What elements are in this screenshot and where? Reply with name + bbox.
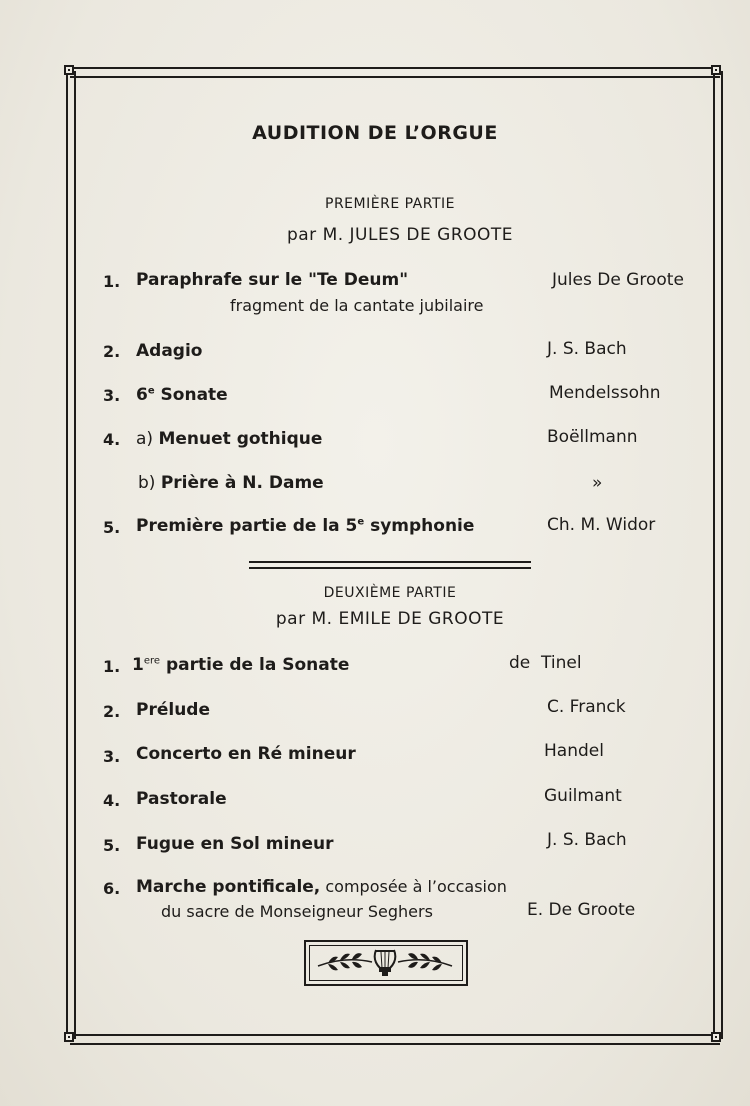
composer: J. S. Bach <box>547 339 627 359</box>
composer: Boëllmann <box>547 427 638 447</box>
composer: E. De Groote <box>527 900 636 920</box>
piece-title: Fugue en Sol mineur <box>136 834 334 854</box>
piece-title: Première partie de la 5e symphonie <box>136 516 475 536</box>
piece-title: 1ere partie de la Sonate <box>132 655 350 675</box>
item-number: 2. <box>103 702 121 721</box>
part2-performer: par M. EMILE DE GROOTE <box>275 609 505 629</box>
piece-title: a) Menuet gothique <box>136 429 323 449</box>
part1-performer: par M. JULES DE GROOTE <box>286 225 514 245</box>
frame-bottom <box>70 1034 720 1045</box>
composer: C. Franck <box>547 697 626 717</box>
item-number: 3. <box>103 747 121 766</box>
frame-top <box>70 67 720 78</box>
item-number: 4. <box>103 791 121 810</box>
piece-title: Adagio <box>136 341 203 361</box>
corner-ornament <box>711 1032 721 1042</box>
piece-subtitle: fragment de la cantate jubilaire <box>230 296 484 315</box>
composer: Jules De Groote <box>552 270 684 290</box>
lyre-ornament <box>304 940 468 986</box>
composer-ditto: » <box>592 473 603 493</box>
item-number: 1. <box>103 657 121 676</box>
page-title: AUDITION DE L’ORGUE <box>252 122 498 144</box>
composer: Ch. M. Widor <box>547 515 656 535</box>
item-number: 3. <box>103 386 121 405</box>
piece-title: Concerto en Ré mineur <box>136 744 356 764</box>
piece-title: Paraphrafe sur le "Te Deum" <box>136 270 409 290</box>
lyre-icon <box>310 946 460 978</box>
composer: J. S. Bach <box>547 830 627 850</box>
corner-ornament <box>64 65 74 75</box>
composer: Handel <box>544 741 604 761</box>
composer: Guilmant <box>544 786 622 806</box>
item-number: 4. <box>103 430 121 449</box>
item-number: 5. <box>103 518 121 537</box>
frame-right <box>713 71 723 1039</box>
item-number: 2. <box>103 342 121 361</box>
frame-left <box>66 71 76 1039</box>
composer: de Tinel <box>509 653 582 673</box>
item-number: 1. <box>103 272 121 291</box>
part2-heading: DEUXIÈME PARTIE <box>323 585 457 601</box>
piece-title: 6e Sonate <box>136 385 228 405</box>
piece-subtitle: du sacre de Monseigneur Seghers <box>161 902 433 921</box>
section-divider <box>249 561 531 569</box>
part1-heading: PREMIÈRE PARTIE <box>325 196 455 212</box>
composer: Mendelssohn <box>549 383 661 403</box>
corner-ornament <box>711 65 721 75</box>
item-number: 6. <box>103 879 121 898</box>
piece-title: Prélude <box>136 700 211 720</box>
piece-title: Pastorale <box>136 789 227 809</box>
corner-ornament <box>64 1032 74 1042</box>
item-number: 5. <box>103 836 121 855</box>
piece-title: Marche pontificale, composée à l’occasion <box>136 877 507 897</box>
piece-title: b) Prière à N. Dame <box>138 473 324 493</box>
